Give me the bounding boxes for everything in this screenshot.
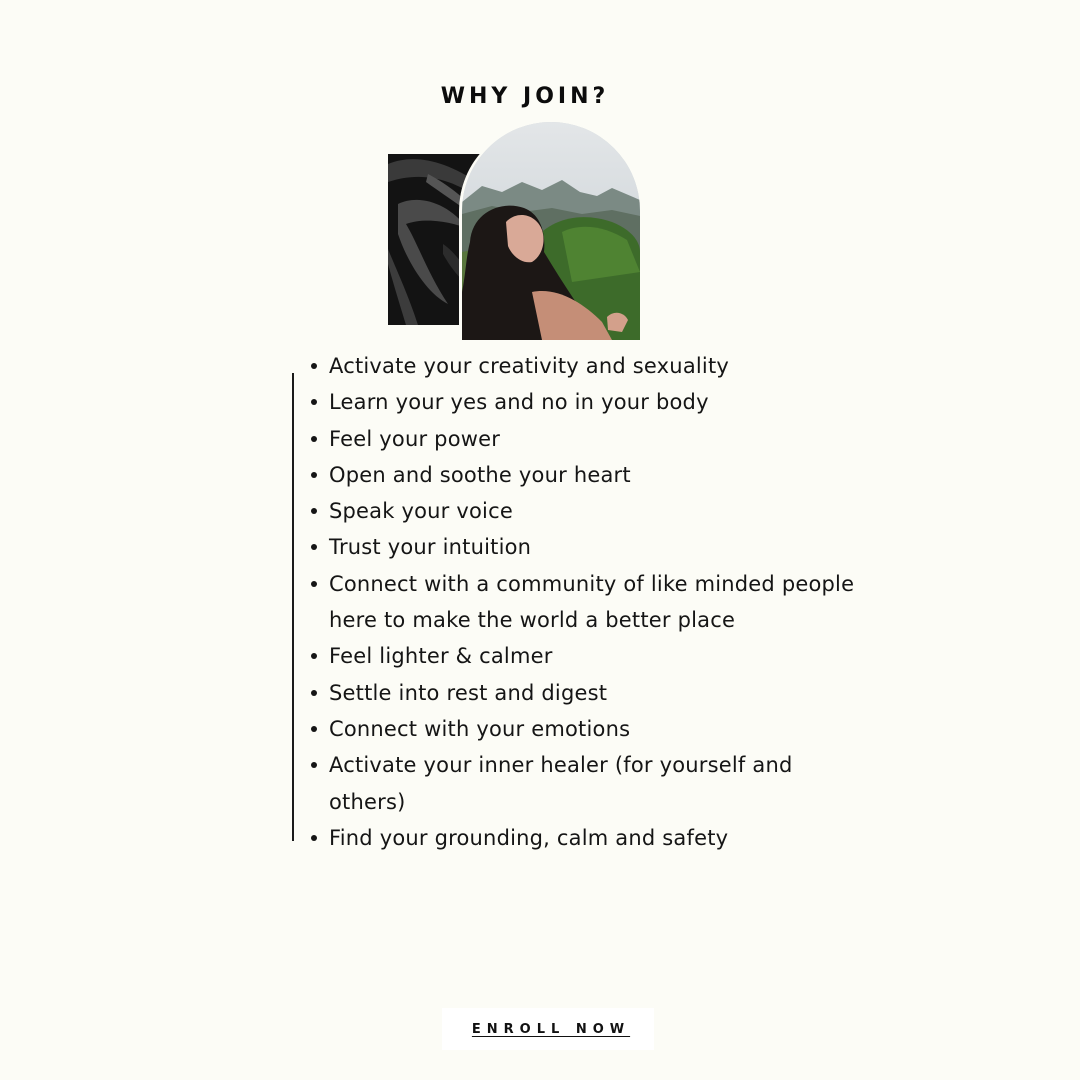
benefit-item: Open and soothe your heart (310, 457, 870, 493)
enroll-now-label: ENROLL NOW (471, 1021, 631, 1037)
benefits-list (310, 348, 870, 856)
benefit-item: Feel lighter & calmer (310, 638, 870, 674)
benefit-item: Trust your intuition (310, 529, 870, 565)
enroll-now-button[interactable] (442, 1008, 654, 1050)
benefit-item: Settle into rest and digest (310, 675, 870, 711)
benefit-item: Speak your voice (310, 493, 870, 529)
benefit-item: Feel your power (310, 421, 870, 457)
woman-in-mountains-photo (462, 122, 640, 340)
vertical-divider (292, 373, 294, 841)
benefit-item: Connect with a community of like minded people here to make the world a better place (310, 566, 870, 639)
benefit-item: Activate your creativity and sexuality (310, 348, 870, 384)
benefit-item: Connect with your emotions (310, 711, 870, 747)
page-title: WHY JOIN? (440, 84, 610, 109)
benefit-item: Learn your yes and no in your body (310, 384, 870, 420)
benefit-item: Find your grounding, calm and safety (310, 820, 870, 856)
benefit-item: Activate your inner healer (for yourself and others) (310, 747, 870, 820)
